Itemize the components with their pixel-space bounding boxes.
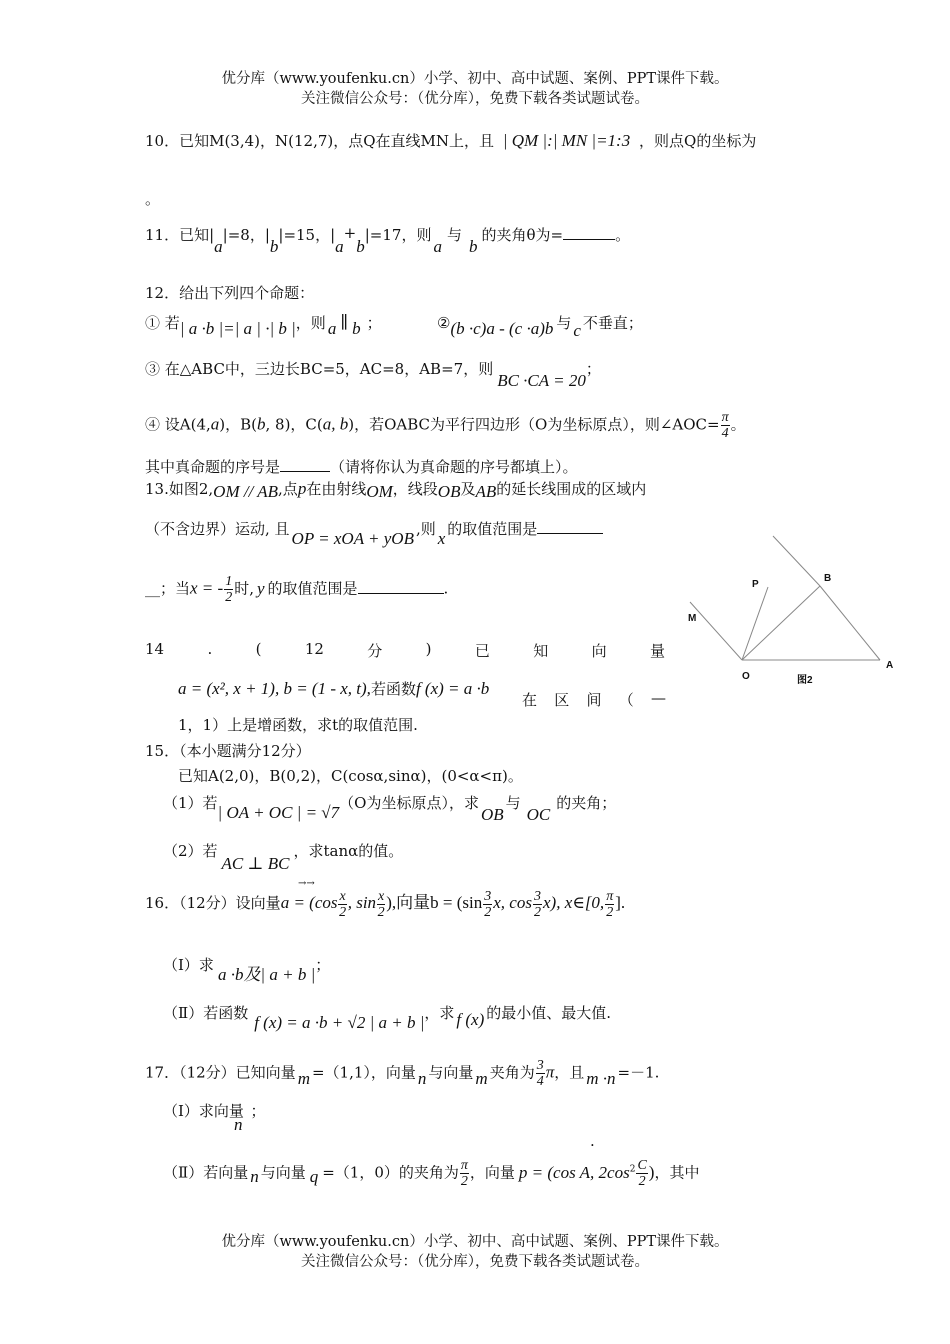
ray-om bbox=[690, 602, 742, 660]
q13-line-3: __；当x = - $\frac{1}{2}$ 时, y 的取值范围是 . bbox=[145, 574, 449, 605]
q12-answer-blank bbox=[280, 471, 330, 472]
question-17: 17．（12分）已知向量 m =（1,1），向量 n 与向量 m 夹角为 $\frac{3}{4}$ π，且 m ·n =－1. bbox=[145, 1058, 660, 1089]
q12-tail: 其中真命题的序号是 （请将你认为真命题的序号都填上）。 bbox=[145, 458, 578, 476]
question-16: 16．（12分）设向量a = (cos $\frac{x}{2}$ , sin $\frac{x}{2}$ ),向量b = (sin $\frac{3}{2}$ x, cos $\frac{3}{2}$ x), x∈[0, $\frac{\pi}{2}$ ]. bbox=[145, 888, 626, 920]
q10-ratio-math: | QM |:| MN |=1:3 bbox=[502, 131, 631, 150]
q14-line-3: 1，1）上是增函数，求t的取值范围. bbox=[178, 716, 418, 734]
q14-line-2: a = (x², x + 1), b = (1 - x, t),若函数f (x) = a ·b 在 区 间 （ — bbox=[178, 679, 666, 709]
q16-part-2: （Ⅱ）若函数 f (x) = a ·b + √2 | a + b |，求 f (x) 的最小值、最大值. bbox=[163, 1004, 612, 1032]
q15-part-2: （2）若AC ⊥ BC，求tanα的值。 bbox=[163, 842, 404, 873]
label-a: A bbox=[886, 660, 894, 671]
q13-blank-1 bbox=[537, 533, 603, 534]
q16-part-1: （Ⅰ）求 a ·b及| a + b |； bbox=[163, 956, 331, 984]
figure-2-diagram bbox=[680, 530, 910, 690]
label-b: B bbox=[824, 573, 832, 584]
header-line-1: 优分库（www.youfenku.cn）小学、初中、高中试题、案例、PPT课件下载。 bbox=[221, 71, 729, 87]
label-p: P bbox=[752, 579, 759, 590]
ab-extension bbox=[773, 536, 820, 586]
q10-end: 。 bbox=[145, 190, 161, 208]
segment-op bbox=[742, 587, 768, 660]
q15-given: 已知A(2,0)，B(0,2)，C(cosα,sinα)，(0<α<π)。 bbox=[178, 767, 523, 785]
q15-part-1: （1）若| OA + OC | = √7（O为坐标原点），求OB与OC的夹角； bbox=[163, 794, 617, 824]
q15-title: 15．（本小题满分12分） bbox=[145, 742, 311, 760]
q12-title: 12．给出下列四个命题： bbox=[145, 284, 315, 302]
figure-caption: 图2 bbox=[797, 675, 813, 686]
q16-vector-arrows: →→ bbox=[298, 878, 315, 889]
q14-line-1: 14 . ( 12 分 ) 已 知 向 量 bbox=[145, 640, 665, 660]
q11-answer-blank bbox=[563, 239, 615, 240]
segment-ab bbox=[820, 586, 880, 660]
question-11: 11．已知|a|=8，|b|=15，|a+b|=17，则a与b的夹角θ为= 。 bbox=[145, 224, 631, 256]
question-10: 10．已知M(3,4)，N(12,7)，点Q在直线MN上，且 | QM |:| MN |=1:3 ，则点Q的坐标为 bbox=[145, 131, 757, 150]
q13-blank-2 bbox=[358, 593, 444, 594]
q12-claim-2: ②(b ·c)a - (c ·a)b 与 c 不垂直； bbox=[437, 314, 643, 340]
q17-part-1: （Ⅰ）求向量n； bbox=[163, 1102, 266, 1134]
label-m: M bbox=[688, 613, 697, 624]
q12-claim-1: ① 若| a ·b |=| a | ·| b |，则 a ∥ b ； bbox=[145, 313, 382, 338]
question-13: 13.如图2,OM // AB,点p在由射线OM，线段OB及AB的延长线围成的区域内 bbox=[145, 479, 647, 501]
segment-ob bbox=[742, 586, 820, 660]
q12-claim-3: ③ 在△ABC中，三边长BC=5，AC=8，AB=7，则BC ·CA = 20； bbox=[145, 360, 601, 390]
label-o: O bbox=[742, 671, 750, 682]
q17-part-2: （Ⅱ）若向量 n 与向量 q =（1，0）的夹角为 $\frac{\pi}{2}$ ，向量 p = (cos A, $2\cos^2$ $\frac{C}{2}$ )，其中 bbox=[163, 1158, 700, 1189]
q17-dot-mark: . bbox=[590, 1132, 595, 1150]
footer-line-2: 关注微信公众号：（优分库），免费下载各类试题试卷。 bbox=[301, 1254, 649, 1270]
q12-claim-4: ④ 设A(4,a)，B(b, 8)，C(a, b)，若OABC为平行四边形（O为坐标原点），则∠AOC= $\frac{\pi}{4}$ 。 bbox=[145, 410, 746, 441]
header-line-2: 关注微信公众号：（优分库），免费下载各类试题试卷。 bbox=[301, 91, 649, 107]
q13-line-2: （不含边界）运动, 且 OP = xOA + yOB ,则 x 的取值范围是 bbox=[145, 518, 603, 539]
footer-line-1: 优分库（www.youfenku.cn）小学、初中、高中试题、案例、PPT课件下载。 bbox=[221, 1234, 729, 1250]
